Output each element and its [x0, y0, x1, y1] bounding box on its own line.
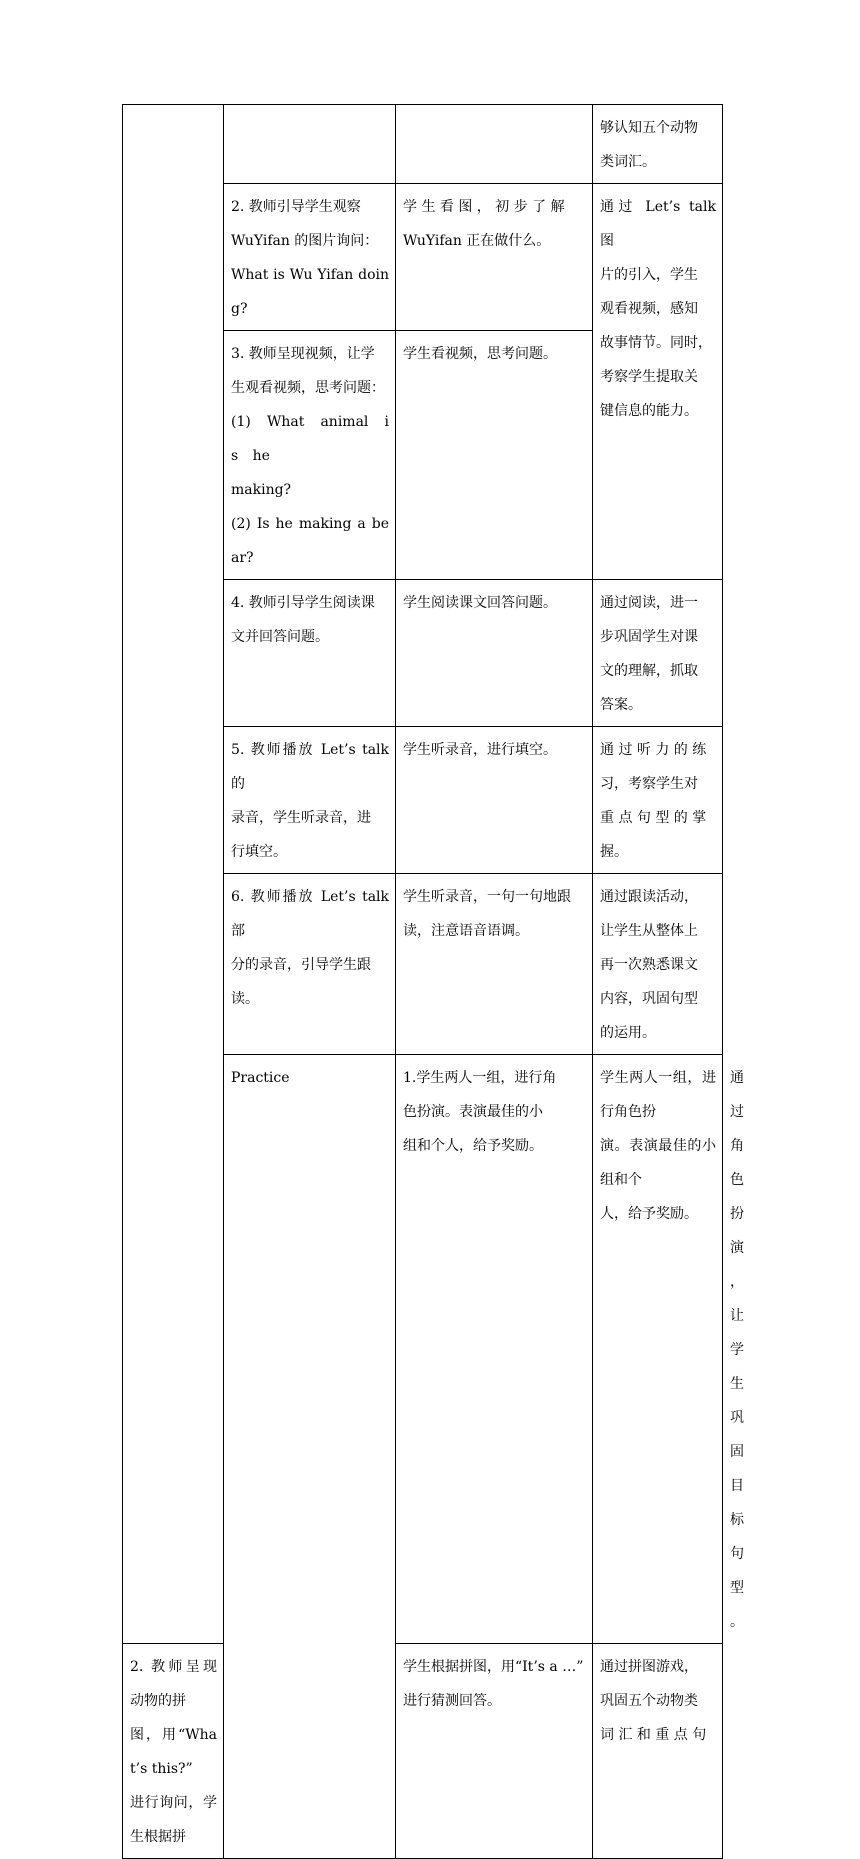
teacher-activity-cell: [224, 184, 396, 331]
purpose-line: 故事情节。同时，: [600, 335, 712, 351]
teacher-line: 6. 教师播放 Let’s talk 部: [231, 889, 389, 939]
student-line: 演。表演最佳的小组和个: [600, 1138, 716, 1188]
teacher-line: 进行询问，学生根据拼: [130, 1795, 217, 1845]
teacher-line: 1.学生两人一组，进行角: [403, 1070, 557, 1086]
teacher-line: 录音，学生听录音，进: [231, 810, 371, 826]
teacher-line: 图，用“What’s this?”: [130, 1727, 217, 1777]
stage-cell: [123, 105, 224, 1644]
student-activity-cell: [396, 1644, 593, 1859]
purpose-line: 观看视频，感知: [600, 301, 698, 317]
student-line: 进行猜测回答。: [403, 1693, 501, 1709]
teacher-line: WuYifan 的图片询问：: [231, 233, 379, 249]
purpose-line: 通 过 听 力 的 练: [600, 742, 707, 758]
purpose-cell: [593, 874, 723, 1055]
student-line: 学生阅读课文回答问题。: [403, 595, 557, 611]
purpose-cell: [593, 184, 723, 580]
student-line: WuYifan 正在做什么。: [403, 233, 551, 249]
teacher-line: 2. 教师呈现动物的拼: [130, 1659, 217, 1709]
teacher-activity-cell: [396, 1055, 593, 1644]
student-line: 学生听录音，一句一句地跟: [403, 889, 571, 905]
student-activity-cell: [396, 727, 593, 874]
student-line: 人，给予奖励。: [600, 1206, 698, 1222]
purpose-line: 步巩固学生对课: [600, 629, 698, 645]
purpose-line: 习，考察学生对: [600, 776, 698, 792]
purpose-line: 够认知五个动物: [600, 120, 698, 136]
teacher-activity-cell: [224, 874, 396, 1055]
teacher-line: 生观看视频，思考问题：: [231, 380, 385, 396]
teacher-line: 读。: [231, 991, 259, 1007]
student-activity-cell: [396, 331, 593, 580]
teacher-activity-cell: [224, 727, 396, 874]
purpose-line: 类词汇。: [600, 154, 656, 170]
purpose-line: 键信息的能力。: [600, 403, 698, 419]
purpose-line: 再一次熟悉课文: [600, 957, 698, 973]
teacher-line: 组和个人，给予奖励。: [403, 1138, 543, 1154]
student-line: 学生根据拼图，用“It’s a …”: [403, 1659, 584, 1675]
teacher-activity-cell: [224, 580, 396, 727]
purpose-line: 通过阅读，进一: [600, 595, 698, 611]
teacher-line: 分的录音，引导学生跟: [231, 957, 371, 973]
student-line: 读，注意语音语调。: [403, 923, 529, 939]
student-activity-cell: [396, 580, 593, 727]
teacher-activity-cell: [224, 331, 396, 580]
teacher-line: 2. 教师引导学生观察: [231, 199, 361, 215]
teacher-activity-cell: [123, 1644, 224, 1859]
teacher-line: (2) Is he making a bear?: [231, 516, 389, 566]
teacher-activity-cell: [224, 105, 396, 184]
student-line: 学生看视频，思考问题。: [403, 346, 557, 362]
purpose-line: 答案。: [600, 697, 642, 713]
purpose-cell: [593, 105, 723, 184]
purpose-line: 通过跟读活动，: [600, 889, 698, 905]
purpose-cell: [593, 1644, 723, 1859]
teacher-line: 色扮演。表演最佳的小: [403, 1104, 543, 1120]
teacher-line: making?: [231, 482, 292, 498]
purpose-line: 让学生从整体上: [600, 923, 698, 939]
stage-cell: [224, 1055, 396, 1859]
student-activity-cell: [396, 874, 593, 1055]
student-activity-cell: [396, 105, 593, 184]
teacher-line: 4. 教师引导学生阅读课: [231, 595, 375, 611]
teacher-line: (1) What animal is he: [231, 414, 389, 464]
purpose-line: 文的理解，抓取: [600, 663, 698, 679]
student-line: 学生听录音，进行填空。: [403, 742, 557, 758]
purpose-line: 握。: [600, 844, 628, 860]
purpose-line: 通过拼图游戏，: [600, 1659, 698, 1675]
teacher-line: 5. 教师播放 Let’s talk 的: [231, 742, 389, 792]
student-activity-cell: [396, 184, 593, 331]
student-line: 学生两人一组，进行角色扮: [600, 1070, 716, 1120]
purpose-cell: [593, 580, 723, 727]
student-activity-cell: [593, 1055, 723, 1644]
purpose-line: 通过 Let’s talk 图: [600, 199, 716, 249]
purpose-line: 重 点 句 型 的 掌: [600, 810, 707, 826]
student-line: 学 生 看 图 ， 初 步 了 解: [403, 199, 565, 215]
purpose-line: 内容，巩固句型: [600, 991, 698, 1007]
purpose-cell: [593, 727, 723, 874]
teacher-line: 3. 教师呈现视频，让学: [231, 346, 375, 362]
purpose-line: 巩固五个动物类: [600, 1693, 698, 1709]
purpose-line: 考察学生提取关: [600, 369, 698, 385]
teacher-line: What is Wu Yifan doing?: [231, 267, 389, 317]
stage-label: Practice: [231, 1070, 290, 1086]
purpose-line: 词 汇 和 重 点 句: [600, 1727, 707, 1743]
purpose-line: 片的引入，学生: [600, 267, 698, 283]
purpose-line: 的运用。: [600, 1025, 656, 1041]
teacher-line: 行填空。: [231, 844, 287, 860]
lesson-plan-table: 够认知五个动物 类词汇。 2. 教师引导学生观察 WuYifan 的图片询问： What is Wu Yifan doing? 学 生 看 图 ， 初 步 了 解 WuYifan 正在做什么。 通过 Let’s talk 图 片的引入，学生 观看视频，感知 故事情节。同时， 考察学生提取关 键信息的能力。 3. 教师呈现视频，让学 生观看视频，思考问题： (1) What animal is he making? (2) Is he making a bear? 学生看视频，思考问题。 4. 教师引导学生阅读课 文并回答问题。 学生阅读课文回答问题。 通过阅读，进一 步巩固学生对课 文的理解，抓取 答案。 5. 教师播放 Let’s talk 的 录音，学生听录音，进 行填空。 学生听录音，进行填空。 通 过 听 力 的 练 习，考察学生对 重 点 句 型 的 掌 握。 6. 教师播放 Let’s talk 部 分的录音，引导学生跟 读。 学生听录音，一句一句地跟 读，注意语音语调。 通过跟读活动， 让学生从整体上 再一次熟悉课文 内容，巩固句型 的运用。 Practice 1.学生两人一组，进行角 色扮演。表演最佳的小 组和个人，给予奖励。 学生两人一组，进行角色扮 演。表演最佳的小组和个 人，给予奖励。 通过角色扮演， 让学生巩固目标 句型。 2. 教师呈现动物的拼 图，用“What’s this?” 进行询问，学生根据拼 学生根据拼图，用“It’s a …” 进行猜测回答。 通过拼图游戏， 巩固五个动物类 词 汇 和 重 点 句: [122, 104, 723, 1859]
teacher-line: 文并回答问题。: [231, 629, 329, 645]
